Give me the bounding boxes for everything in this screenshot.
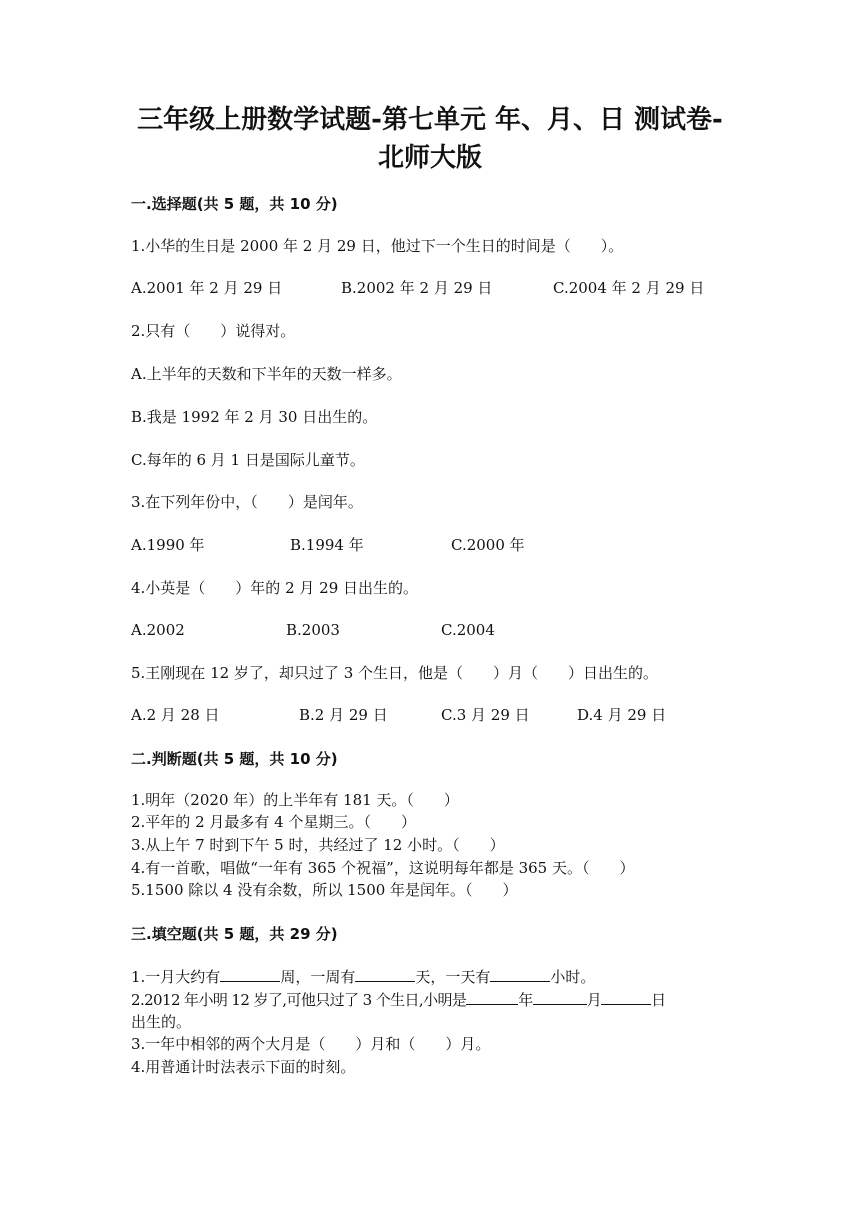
judge-item-2: 2.平年的 2 月最多有 4 个星期三。（ ）: [131, 813, 416, 831]
fill-question-2-continued: 出生的。: [131, 1013, 192, 1031]
fill-question-2: [131, 988, 666, 1011]
question-2-option-c: C.每年的 6 月 1 日是国际儿童节。: [131, 451, 365, 469]
section-heading-judge: 二.判断题(共 5 题，共 10 分): [131, 750, 338, 768]
option-d: D.4 月 29 日: [577, 706, 667, 724]
option-a: A.2001 年 2 月 29 日: [131, 279, 283, 297]
fill-q2-text-2: 年: [518, 991, 533, 1009]
page-title-line2: 北师大版: [377, 143, 482, 173]
option-a: A.2002: [131, 621, 185, 639]
answer-blank[interactable]: [355, 965, 415, 982]
option-b: B.1994 年: [290, 536, 364, 554]
option-a: A.1990 年: [131, 536, 205, 554]
question-3-stem: 3.在下列年份中，（ ）是闰年。: [131, 493, 363, 511]
fill-question-4: 4.用普通计时法表示下面的时刻。: [131, 1058, 356, 1076]
fill-question-3: 3.一年中相邻的两个大月是（ ）月和（ ）月。: [131, 1035, 491, 1053]
judge-item-4: 4.有一首歌，唱做“一年有 365 个祝福”，这说明每年都是 365 天。（ ）: [131, 859, 635, 877]
judge-item-3: 3.从上午 7 时到下午 5 时，共经过了 12 小时。（ ）: [131, 836, 505, 854]
question-2-option-a: A.上半年的天数和下半年的天数一样多。: [131, 365, 402, 383]
judge-item-5: 5.1500 除以 4 没有余数，所以 1500 年是闰年。（ ）: [131, 881, 518, 899]
question-1-stem: 1.小华的生日是 2000 年 2 月 29 日，他过下一个生日的时间是（ ）。: [131, 237, 624, 255]
answer-blank[interactable]: [220, 965, 280, 982]
section-heading-fill: 三.填空题(共 5 题，共 29 分): [131, 925, 338, 943]
option-b: B.2 月 29 日: [299, 706, 388, 724]
answer-blank[interactable]: [533, 988, 587, 1005]
section-heading-choice: 一.选择题(共 5 题，共 10 分): [131, 195, 338, 213]
option-b: B.2002 年 2 月 29 日: [341, 279, 493, 297]
fill-q1-text-3: 天，一天有: [415, 968, 491, 986]
question-5-stem: 5.王刚现在 12 岁了，却只过了 3 个生日，他是（ ）月（ ）日出生的。: [131, 664, 659, 682]
option-a: A.2 月 28 日: [131, 706, 220, 724]
fill-q2-text-1: 2.2012 年小明 12 岁了,可他只过了 3 个生日,小明是: [131, 991, 467, 1009]
fill-q2-text-4: 日: [651, 991, 666, 1009]
question-2-stem: 2.只有（ ）说得对。: [131, 322, 296, 340]
fill-q1-text-4: 小时。: [550, 968, 596, 986]
judge-item-1: 1.明年（2020 年）的上半年有 181 天。（ ）: [131, 791, 459, 809]
fill-q1-text-1: 1.一月大约有: [131, 968, 221, 986]
fill-question-1: [131, 965, 595, 988]
answer-blank[interactable]: [490, 965, 550, 982]
option-c: C.3 月 29 日: [441, 706, 530, 724]
page-title-line1: 三年级上册数学试题-第七单元 年、月、日 测试卷-: [137, 105, 723, 135]
question-2-option-b: B.我是 1992 年 2 月 30 日出生的。: [131, 408, 378, 426]
fill-q1-text-2: 周，一周有: [280, 968, 356, 986]
answer-blank[interactable]: [466, 988, 518, 1005]
option-c: C.2000 年: [451, 536, 525, 554]
answer-blank[interactable]: [601, 988, 651, 1005]
option-c: C.2004: [441, 621, 495, 639]
fill-q2-text-3: 月: [586, 991, 602, 1009]
option-b: B.2003: [286, 621, 340, 639]
question-4-stem: 4.小英是（ ）年的 2 月 29 日出生的。: [131, 579, 419, 597]
option-c: C.2004 年 2 月 29 日: [553, 279, 705, 297]
